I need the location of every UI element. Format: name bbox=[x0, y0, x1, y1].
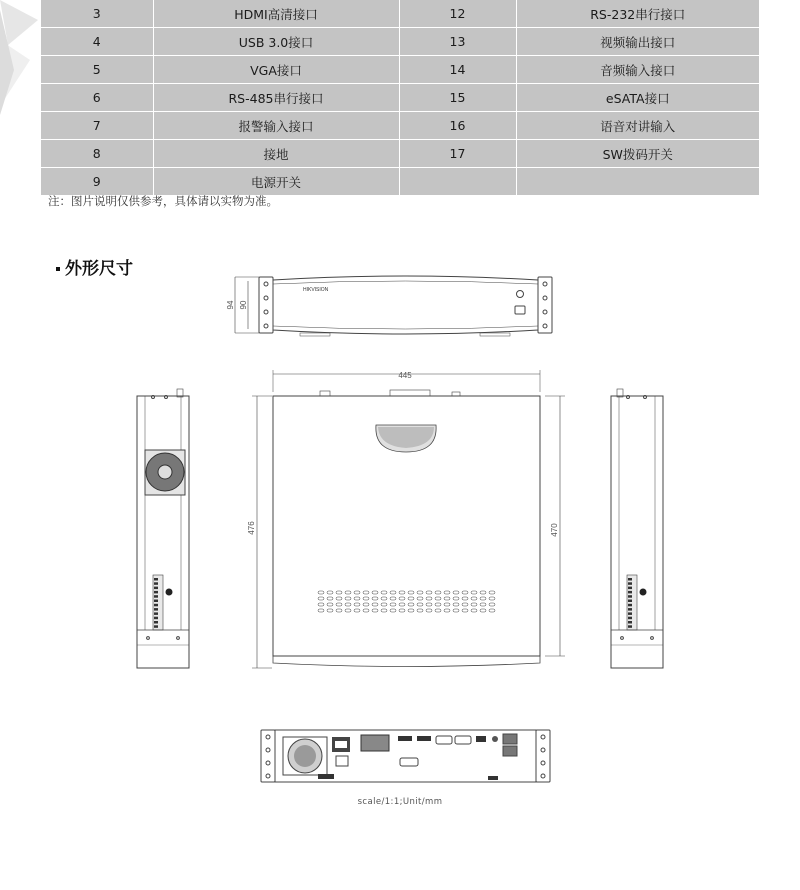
vent-slot bbox=[345, 591, 351, 594]
terminal-pin bbox=[154, 617, 158, 620]
vent-slot bbox=[327, 603, 333, 606]
vent-slot bbox=[417, 609, 423, 612]
vent-slot bbox=[435, 603, 441, 606]
top-view bbox=[247, 370, 565, 668]
brand-logo: HIKVISION bbox=[303, 287, 329, 293]
vent-slot bbox=[408, 609, 414, 612]
vent-slot bbox=[327, 591, 333, 594]
section-title-text: 外形尺寸 bbox=[65, 259, 133, 279]
vent-slot bbox=[462, 609, 468, 612]
vent-slot bbox=[453, 609, 459, 612]
vent-slot bbox=[471, 591, 477, 594]
vent-slot bbox=[426, 603, 432, 606]
vent-slot bbox=[426, 609, 432, 612]
vent-slot bbox=[444, 597, 450, 600]
terminal-pin bbox=[154, 612, 158, 615]
vent-slot bbox=[318, 591, 324, 594]
terminal-pin bbox=[628, 617, 632, 620]
vent-slot bbox=[426, 597, 432, 600]
vent-slot bbox=[399, 609, 405, 612]
vent-slot bbox=[354, 597, 360, 600]
terminal-pin bbox=[154, 625, 158, 628]
vent-slot bbox=[363, 603, 369, 606]
table-cell-right-no: 13 bbox=[399, 28, 516, 56]
vent-slot bbox=[318, 603, 324, 606]
terminal-pin bbox=[154, 604, 158, 607]
terminal-pin bbox=[628, 582, 632, 585]
vent-slot bbox=[363, 609, 369, 612]
vent-slot bbox=[399, 597, 405, 600]
vent-slot bbox=[453, 603, 459, 606]
vent-slot bbox=[381, 603, 387, 606]
table-cell-right-name: RS-232串行接口 bbox=[516, 0, 759, 28]
vent-slot bbox=[408, 597, 414, 600]
vent-slot bbox=[354, 591, 360, 594]
vent-slot bbox=[381, 609, 387, 612]
table-cell-left-name: 报警输入接口 bbox=[153, 112, 399, 140]
vent-slot bbox=[327, 597, 333, 600]
terminal-pin bbox=[628, 608, 632, 611]
depth-dimension-right: 470 bbox=[550, 523, 559, 537]
vent-slot bbox=[435, 597, 441, 600]
vent-slot bbox=[489, 591, 495, 594]
table-cell-left-name: USB 3.0接口 bbox=[153, 28, 399, 56]
vent-slot bbox=[471, 603, 477, 606]
terminal-pin bbox=[154, 578, 158, 581]
width-dimension: 445 bbox=[398, 371, 412, 380]
vent-slot bbox=[489, 609, 495, 612]
table-cell-left-no: 4 bbox=[41, 28, 153, 56]
vent-slot bbox=[462, 603, 468, 606]
table-cell-left-name: VGA接口 bbox=[153, 56, 399, 84]
right-side-view bbox=[611, 389, 663, 668]
table-cell-left-name: RS-485串行接口 bbox=[153, 84, 399, 112]
vent-slot bbox=[453, 591, 459, 594]
vent-slot bbox=[408, 591, 414, 594]
vent-slot bbox=[471, 609, 477, 612]
vent-slot bbox=[327, 609, 333, 612]
vent-slot bbox=[489, 597, 495, 600]
vent-slot bbox=[336, 597, 342, 600]
vent-slot bbox=[390, 603, 396, 606]
vent-slot bbox=[390, 597, 396, 600]
table-cell-right-no: 12 bbox=[399, 0, 516, 28]
vent-slot bbox=[444, 609, 450, 612]
vent-slot bbox=[372, 591, 378, 594]
vent-slot bbox=[417, 591, 423, 594]
vent-slot bbox=[381, 597, 387, 600]
vent-slot bbox=[435, 609, 441, 612]
table-cell-left-no: 8 bbox=[41, 140, 153, 168]
vent-slot bbox=[489, 603, 495, 606]
disclaimer-note: 注：图片说明仅供参考，具体请以实物为准。 bbox=[48, 194, 278, 208]
vent-slot bbox=[444, 603, 450, 606]
vent-slot bbox=[381, 591, 387, 594]
vent-slot bbox=[435, 591, 441, 594]
vent-slot bbox=[363, 591, 369, 594]
vent-slot bbox=[471, 597, 477, 600]
terminal-pin bbox=[154, 595, 158, 598]
terminal-pin bbox=[154, 582, 158, 585]
terminal-pin bbox=[628, 625, 632, 628]
table-cell-left-name: 电源开关 bbox=[153, 168, 399, 196]
table-cell-right-no: 14 bbox=[399, 56, 516, 84]
terminal-pin bbox=[628, 600, 632, 603]
vent-slot bbox=[480, 597, 486, 600]
table-cell-left-no: 9 bbox=[41, 168, 153, 196]
vent-slot bbox=[417, 597, 423, 600]
table-cell-left-no: 6 bbox=[41, 84, 153, 112]
vent-slot bbox=[345, 603, 351, 606]
terminal-pin bbox=[628, 595, 632, 598]
terminal-pin bbox=[154, 600, 158, 603]
table-cell-right-name: 语音对讲输入 bbox=[516, 112, 759, 140]
front-dim-inner: 90 bbox=[239, 300, 248, 310]
vent-slot bbox=[399, 591, 405, 594]
terminal-pin bbox=[628, 587, 632, 590]
vent-slot bbox=[336, 603, 342, 606]
vent-slot bbox=[426, 591, 432, 594]
table-cell-left-name: HDMI高清接口 bbox=[153, 0, 399, 28]
vent-slot bbox=[444, 591, 450, 594]
front-dim-outer: 94 bbox=[226, 300, 235, 310]
table-cell-left-name: 接地 bbox=[153, 140, 399, 168]
vent-slot bbox=[453, 597, 459, 600]
vent-slot bbox=[417, 603, 423, 606]
vent-slot bbox=[345, 597, 351, 600]
terminal-pin bbox=[628, 578, 632, 581]
vent-slot bbox=[318, 609, 324, 612]
table-cell-right-name: 音频输入接口 bbox=[516, 56, 759, 84]
vent-slot bbox=[372, 603, 378, 606]
table-cell-right-no: 16 bbox=[399, 112, 516, 140]
table-cell-right-name: eSATA接口 bbox=[516, 84, 759, 112]
vent-slot bbox=[480, 609, 486, 612]
terminal-pin bbox=[154, 608, 158, 611]
vent-slot bbox=[354, 603, 360, 606]
table-cell-right-name: SW拨码开关 bbox=[516, 140, 759, 168]
table-cell-right-no: 15 bbox=[399, 84, 516, 112]
terminal-pin bbox=[154, 591, 158, 594]
terminal-pin bbox=[628, 604, 632, 607]
terminal-pin bbox=[628, 591, 632, 594]
table-cell-left-no: 5 bbox=[41, 56, 153, 84]
table-cell-left-no: 3 bbox=[41, 0, 153, 28]
vent-slot bbox=[372, 609, 378, 612]
vent-slot bbox=[462, 597, 468, 600]
rear-view bbox=[261, 730, 550, 782]
vent-slot bbox=[462, 591, 468, 594]
terminal-pin bbox=[628, 612, 632, 615]
vent-slot bbox=[318, 597, 324, 600]
vent-slot bbox=[408, 603, 414, 606]
vent-slot bbox=[480, 591, 486, 594]
vent-slot bbox=[390, 609, 396, 612]
left-side-view bbox=[137, 389, 189, 668]
vent-slot bbox=[399, 603, 405, 606]
depth-dimension-left: 476 bbox=[247, 521, 256, 535]
vent-slot bbox=[354, 609, 360, 612]
vent-slot bbox=[336, 591, 342, 594]
vent-slot bbox=[345, 609, 351, 612]
vent-slot bbox=[480, 603, 486, 606]
vent-slot bbox=[372, 597, 378, 600]
scale-note: scale/1:1;Unit/mm bbox=[357, 797, 443, 807]
vent-slot bbox=[363, 597, 369, 600]
terminal-pin bbox=[154, 621, 158, 624]
table-cell-right-no: 17 bbox=[399, 140, 516, 168]
table-cell-right-name: 视频输出接口 bbox=[516, 28, 759, 56]
terminal-pin bbox=[154, 587, 158, 590]
vent-slot bbox=[390, 591, 396, 594]
table-cell-left-no: 7 bbox=[41, 112, 153, 140]
vent-slot bbox=[336, 609, 342, 612]
terminal-pin bbox=[628, 621, 632, 624]
front-view bbox=[226, 276, 552, 336]
